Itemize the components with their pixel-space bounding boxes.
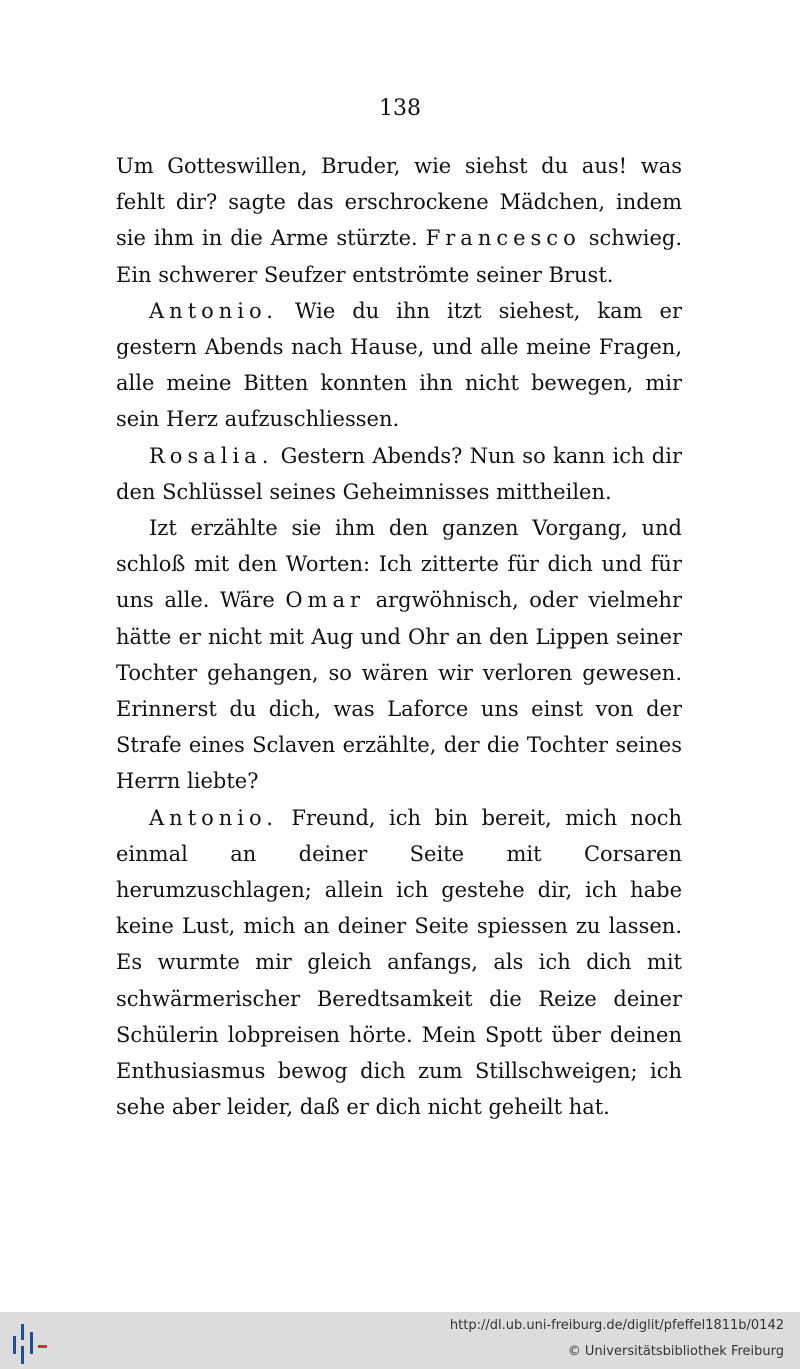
speaker-name: Antonio. xyxy=(149,805,278,830)
logo-bar-mid-top xyxy=(21,1324,24,1340)
paragraph xyxy=(116,293,682,438)
speaker-name: Francesco xyxy=(425,226,581,251)
speaker-name: Omar xyxy=(285,588,366,613)
logo-bar-mid-bottom xyxy=(21,1346,24,1364)
speaker-name: Rosalia. xyxy=(149,443,274,468)
logo-bar-left xyxy=(13,1336,16,1354)
paragraph xyxy=(116,800,682,1126)
ub-freiburg-logo-icon[interactable] xyxy=(6,1319,52,1365)
source-url-link[interactable]: http://dl.ub.uni-freiburg.de/diglit/pfeffel1811b/0142 xyxy=(449,1318,784,1333)
paragraph xyxy=(116,438,682,510)
copyright-notice: © Universitätsbibliothek Freiburg xyxy=(567,1344,784,1359)
paragraph xyxy=(116,510,682,800)
paragraph-text: Izt erzählte sie ihm den ganzen Vorgang, und schloß mit den Worten: Ich zitterte für dich und für uns alle. Wäre xyxy=(116,516,682,613)
logo-bar-accent xyxy=(38,1345,47,1348)
page-number: 138 xyxy=(379,96,421,121)
paragraph-text: Freund, ich bin bereit, mich noch einmal an deiner Seite mit Corsaren herumzuschlagen; allein ich gestehe dir, ich habe keine Lust, mich an deiner Seite spiessen zu lassen. Es wurmte mir gleich anfangs, als ich dich mit schwärmerischer Beredtsamkeit die Reize deiner Schülerin lobpreisen hörte. Mein Spott über deinen Enthusiasmus bewog dich zum Stillschweigen; ich sehe aber leider, daß er dich nicht geheilt hat. xyxy=(116,805,682,1120)
paragraph-text: Wie du ihn itzt siehest, kam er gestern Abends nach Hause, und alle meine Fragen, alle meine Bitten konnten ihn nicht bewegen, mir sein Herz aufzuschliessen. xyxy=(116,298,682,432)
paragraph-text: schwieg. Ein schwerer Seufzer entströmte seiner Brust. xyxy=(116,226,682,287)
paragraph-text: Gestern Abends? Nun so kann ich dir den Schlüssel seines Geheimnisses mittheilen. xyxy=(116,443,682,504)
logo-bar-right xyxy=(30,1332,33,1354)
page-text xyxy=(116,148,682,1125)
speaker-name: Antonio. xyxy=(149,298,278,323)
paragraph xyxy=(116,148,682,293)
paragraph-text: argwöhnisch, oder vielmehr hätte er nicht mit Aug und Ohr an den Lippen seiner Tochter gehangen, so wären wir verloren gewesen. Erinnerst du dich, was Laforce uns einst von der Strafe eines Sclaven erzählte, der die Tochter seines Herrn liebte? xyxy=(116,588,682,794)
paragraph-text: Um Gotteswillen, Bruder, wie siehst du aus! was fehlt dir? sagte das erschrockene Mädchen, indem sie ihm in die Arme stürzte. xyxy=(116,154,682,251)
